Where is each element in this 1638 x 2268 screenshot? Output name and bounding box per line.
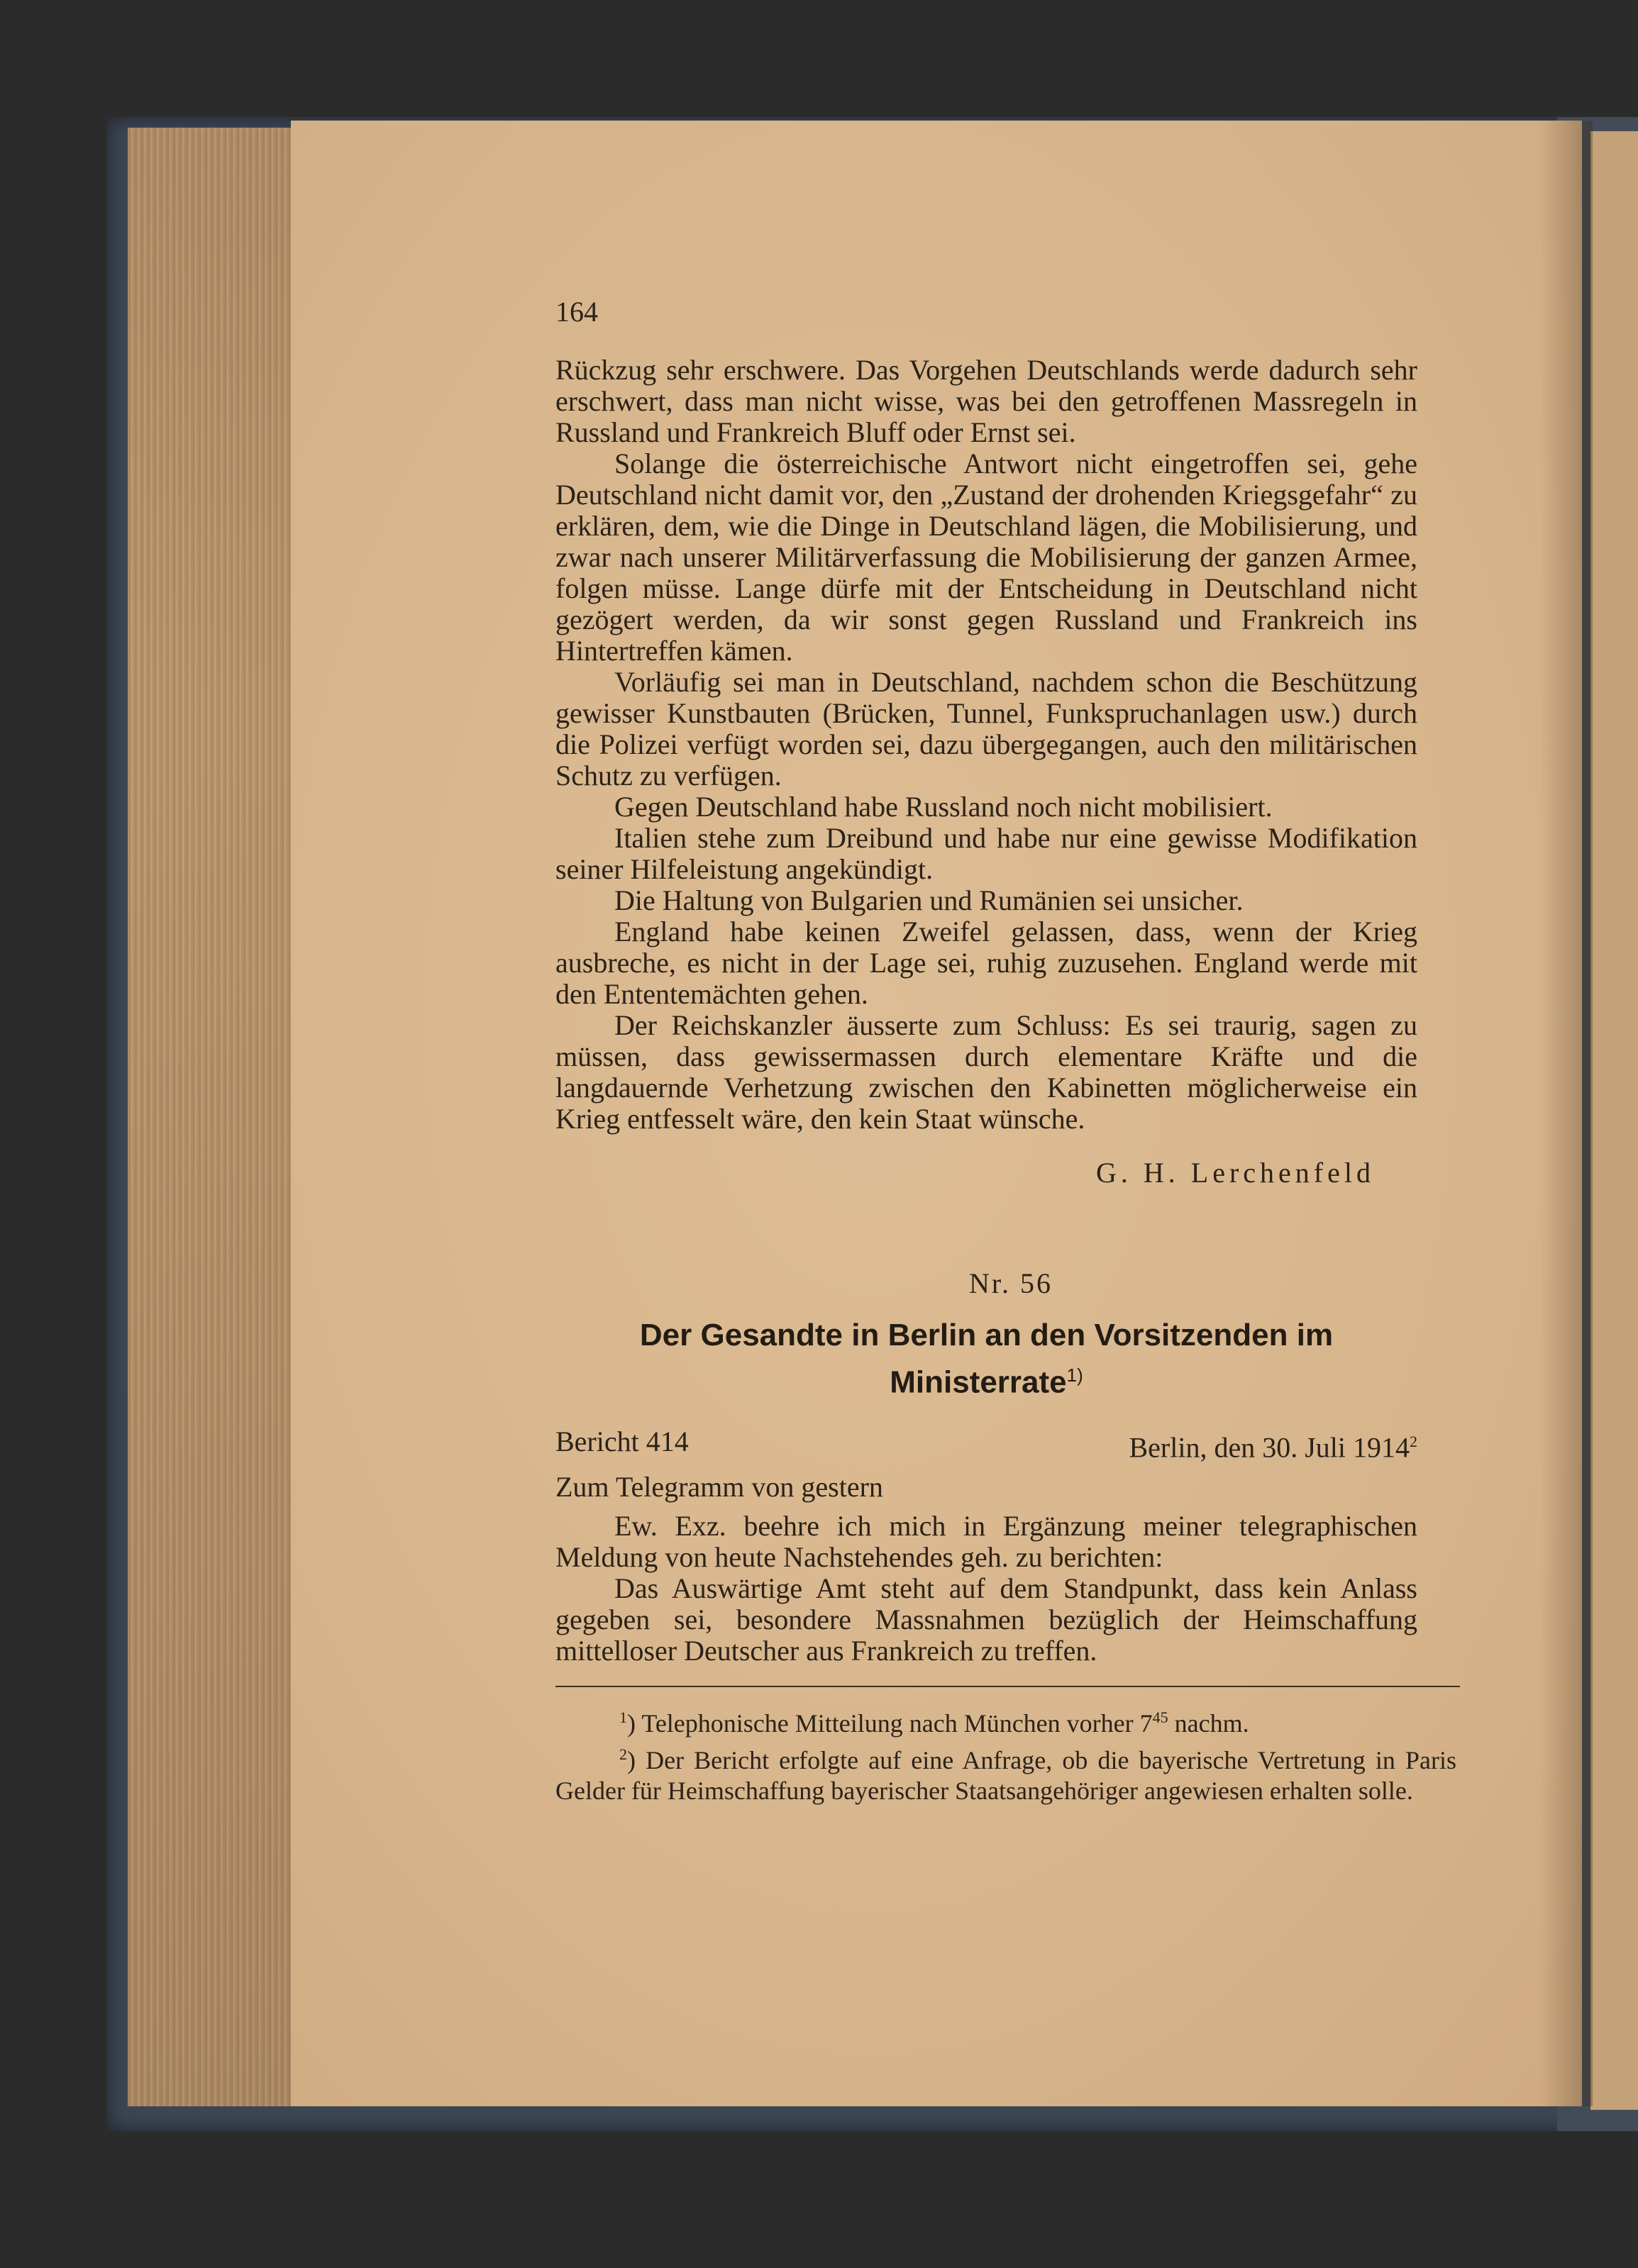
paragraph: Gegen Deutschland habe Russland noch nicht mobilisiert. [614,791,1273,823]
place-date-mark: 2 [1410,1433,1417,1450]
heading-footnote-mark: 1) [1066,1364,1083,1386]
signature: G. H. Lerchenfeld [1096,1157,1375,1189]
paragraph: Der Reichskanzler äusserte zum Schluss: Es sei traurig, sagen zu müssen, dass gewissermassen durch elementare Kräfte und die langdauernde Verhetzung zwischen den Kabinetten möglicherweise ein Krieg entfesselt wäre, den kein Staat wünsche. [555,1009,1417,1135]
footnotes [555,1702,1456,1806]
report-meta [555,1422,1417,1507]
report-reference: Zum Telegramm von gestern [555,1471,883,1503]
paragraph: England habe keinen Zweifel gelassen, dass, wenn der Krieg ausbreche, es nicht in der Lage sei, ruhig zuzusehen. England werde mit den Ententemächten gehen. [555,916,1417,1010]
document-heading [555,1316,1417,1403]
page-number: 164 [555,296,598,328]
place-date: Berlin, den 30. Juli 1914$^2$ [1129,1431,1417,1464]
paragraph: Rückzug sehr erschwere. Das Vorgehen Deutschlands werde dadurch sehr erschwert, dass man nicht wisse, was bei den getroffenen Massregeln in Russland und Frankreich Bluff oder Ernst sei. [555,354,1417,448]
paragraph: Ew. Exz. beehre ich mich in Ergänzung meiner telegraphischen Meldung von heute Nachstehendes geh. zu berichten: [555,1510,1417,1573]
paragraph: Die Haltung von Bulgarien und Rumänien sei unsicher. [614,884,1244,916]
footnote: $^2$) Der Bericht erfolgte auf eine Anfrage, ob die bayerische Vertretung in Paris Gelder für Heimschaffung bayerischer Staatsangehöriger angewiesen erhalten solle. [555,1745,1456,1805]
body-text [555,355,1417,1135]
heading-text: Der Gesandte in Berlin an den Vorsitzenden im Ministerrate [639,1318,1334,1400]
page-gutter-shadow [1539,121,1593,2106]
paragraph: Italien stehe zum Dreibund und habe nur eine gewisse Modifikation seiner Hilfeleistung angekündigt. [555,822,1417,885]
report-number: Bericht 414 [555,1425,689,1457]
paragraph: Das Auswärtige Amt steht auf dem Standpunkt, dass kein Anlass gegeben sei, besondere Massnahmen bezüglich der Heimschaffung mittelloser Deutscher aus Frankreich zu treffen. [555,1572,1417,1667]
facing-page-edge [1590,131,1638,2110]
paragraph: Vorläufig sei man in Deutschland, nachdem schon die Beschützung gewisser Kunstbauten (Brücken, Tunnel, Funkspruchanlagen usw.) durch die Polizei verfügt worden sei, dazu übergegangen, auch den militärischen Schutz zu verfügen. [555,666,1417,791]
paragraph: Solange die österreichische Antwort nicht eingetroffen sei, gehe Deutschland nicht damit vor, den „Zustand der drohenden Kriegsgefahr“ zu erklären, dem, wie die Dinge in Deutschland lägen, die Mobilisierung, und zwar nach unserer Militärverfassung die Mobilisierung der ganzen Armee, folgen müsse. Lange dürfe mit der Entscheidung in Deutschland nicht gezögert werden, da wir sonst gegen Russland und Frankreich ins Hintertreffen kämen. [555,448,1417,667]
footnote: $^1$) Telephonische Mitteilung nach München vorher $7^{45}$ nachm. [619,1708,1249,1738]
report-body [555,1511,1417,1667]
document-number: Nr. 56 [969,1267,1053,1299]
footnote-divider [555,1686,1460,1687]
